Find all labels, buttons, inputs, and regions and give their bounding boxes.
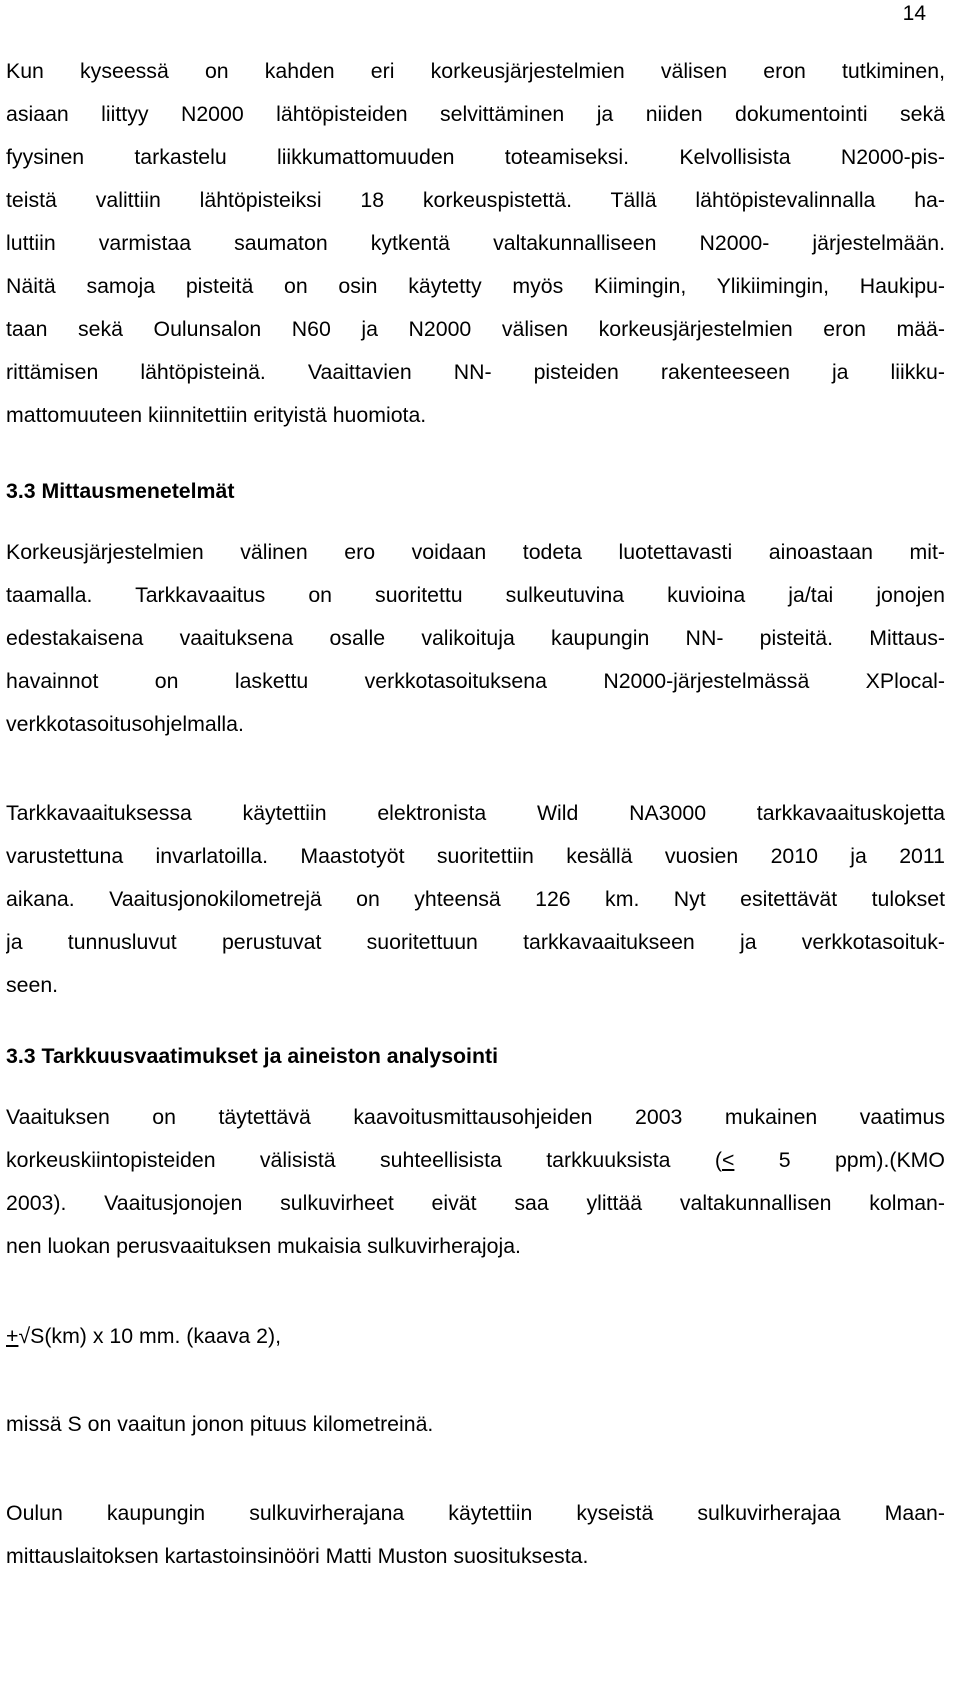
paragraph-1-line: Kun kyseessä on kahden eri korkeusjärjestelmien välisen eron tutkiminen, [6, 59, 945, 83]
paragraph-3-line: seen. [6, 973, 59, 997]
paragraph-1-line: mattomuuteen kiinnitettiin erityistä huomiota. [6, 403, 427, 427]
paragraph-3-line: aikana. Vaaitusjonokilometrejä on yhteensä 126 km. Nyt esitettävät tulokset [6, 887, 945, 911]
paragraph-4-line-2-before: korkeuskiintopisteiden välisistä suhteellisista tarkkuuksista ( [6, 1148, 722, 1172]
paragraph-1-line: luttiin varmistaa saumaton kytkentä valtakunnalliseen N2000- järjestelmään. [6, 231, 945, 255]
paragraph-1-line: asiaan liittyy N2000 lähtöpisteiden selvittäminen ja niiden dokumentointi sekä [6, 102, 945, 126]
page-number: 14 [902, 2, 926, 25]
section-heading-mittausmenetelmat: 3.3 Mittausmenetelmät [6, 479, 235, 503]
paragraph-2-line: verkkotasoitusohjelmalla. [6, 712, 244, 736]
formula [6, 1323, 945, 1349]
paragraph-1-line: teistä valittiin lähtöpisteiksi 18 korkeuspistettä. Tällä lähtöpistevalinnalla ha- [6, 188, 945, 212]
paragraph-3-line: Tarkkavaaituksessa käytettiin elektronista Wild NA3000 tarkkavaaituskojetta [6, 801, 945, 825]
paragraph-1-line: rittämisen lähtöpisteinä. Vaaittavien NN- pisteiden rakenteeseen ja liikku- [6, 360, 945, 384]
paragraph-5-line: mittauslaitoksen kartastoinsinööri Matti Muston suosituksesta. [6, 1544, 589, 1568]
paragraph-5-line: Oulun kaupungin sulkuvirherajana käytettiin kyseistä sulkuvirherajaa Maan- [6, 1501, 945, 1525]
formula-body: √S(km) x 10 mm. (kaava 2), [18, 1324, 281, 1348]
paragraph-4-line [6, 1147, 945, 1173]
paragraph-2-line: Korkeusjärjestelmien välinen ero voidaan todeta luotettavasti ainoastaan mit- [6, 540, 945, 564]
paragraph-2-line: havainnot on laskettu verkkotasoituksena N2000-järjestelmässä XPlocal- [6, 669, 945, 693]
paragraph-3-line: ja tunnusluvut perustuvat suoritettuun tarkkavaaitukseen ja verkkotasoituk- [6, 930, 945, 954]
formula-note: missä S on vaaitun jonon pituus kilometreinä. [6, 1412, 434, 1436]
section-heading-tarkkuusvaatimukset: 3.3 Tarkkuusvaatimukset ja aineiston analysointi [6, 1044, 498, 1068]
paragraph-2-line: taamalla. Tarkkavaaitus on suoritettu sulkeutuvina kuvioina ja/tai jonojen [6, 583, 945, 607]
paragraph-1-line: Näitä samoja pisteitä on osin käytetty myös Kiimingin, Ylikiimingin, Haukipu- [6, 274, 945, 298]
less-than-underlined: < [721, 1148, 735, 1172]
paragraph-4-line: Vaaituksen on täytettävä kaavoitusmittausohjeiden 2003 mukainen vaatimus [6, 1105, 945, 1129]
plus-sign-underlined: + [6, 1324, 19, 1348]
paragraph-3-line: varustettuna invarlatoilla. Maastotyöt suoritettiin kesällä vuosien 2010 ja 2011 [6, 844, 945, 868]
paragraph-4-line: 2003). Vaaitusjonojen sulkuvirheet eivät saa ylittää valtakunnallisen kolman- [6, 1191, 945, 1215]
paragraph-1-line: fyysinen tarkastelu liikkumattomuuden toteamiseksi. Kelvollisista N2000-pis- [6, 145, 945, 169]
paragraph-2-line: edestakaisena vaaituksena osalle valikoituja kaupungin NN- pisteitä. Mittaus- [6, 626, 945, 650]
paragraph-4-line: nen luokan perusvaaituksen mukaisia sulkuvirherajoja. [6, 1234, 521, 1258]
paragraph-4-line-2-after: 5 ppm).(KMO [734, 1148, 945, 1172]
paragraph-1-line: taan sekä Oulunsalon N60 ja N2000 välisen korkeusjärjestelmien eron mää- [6, 317, 945, 341]
